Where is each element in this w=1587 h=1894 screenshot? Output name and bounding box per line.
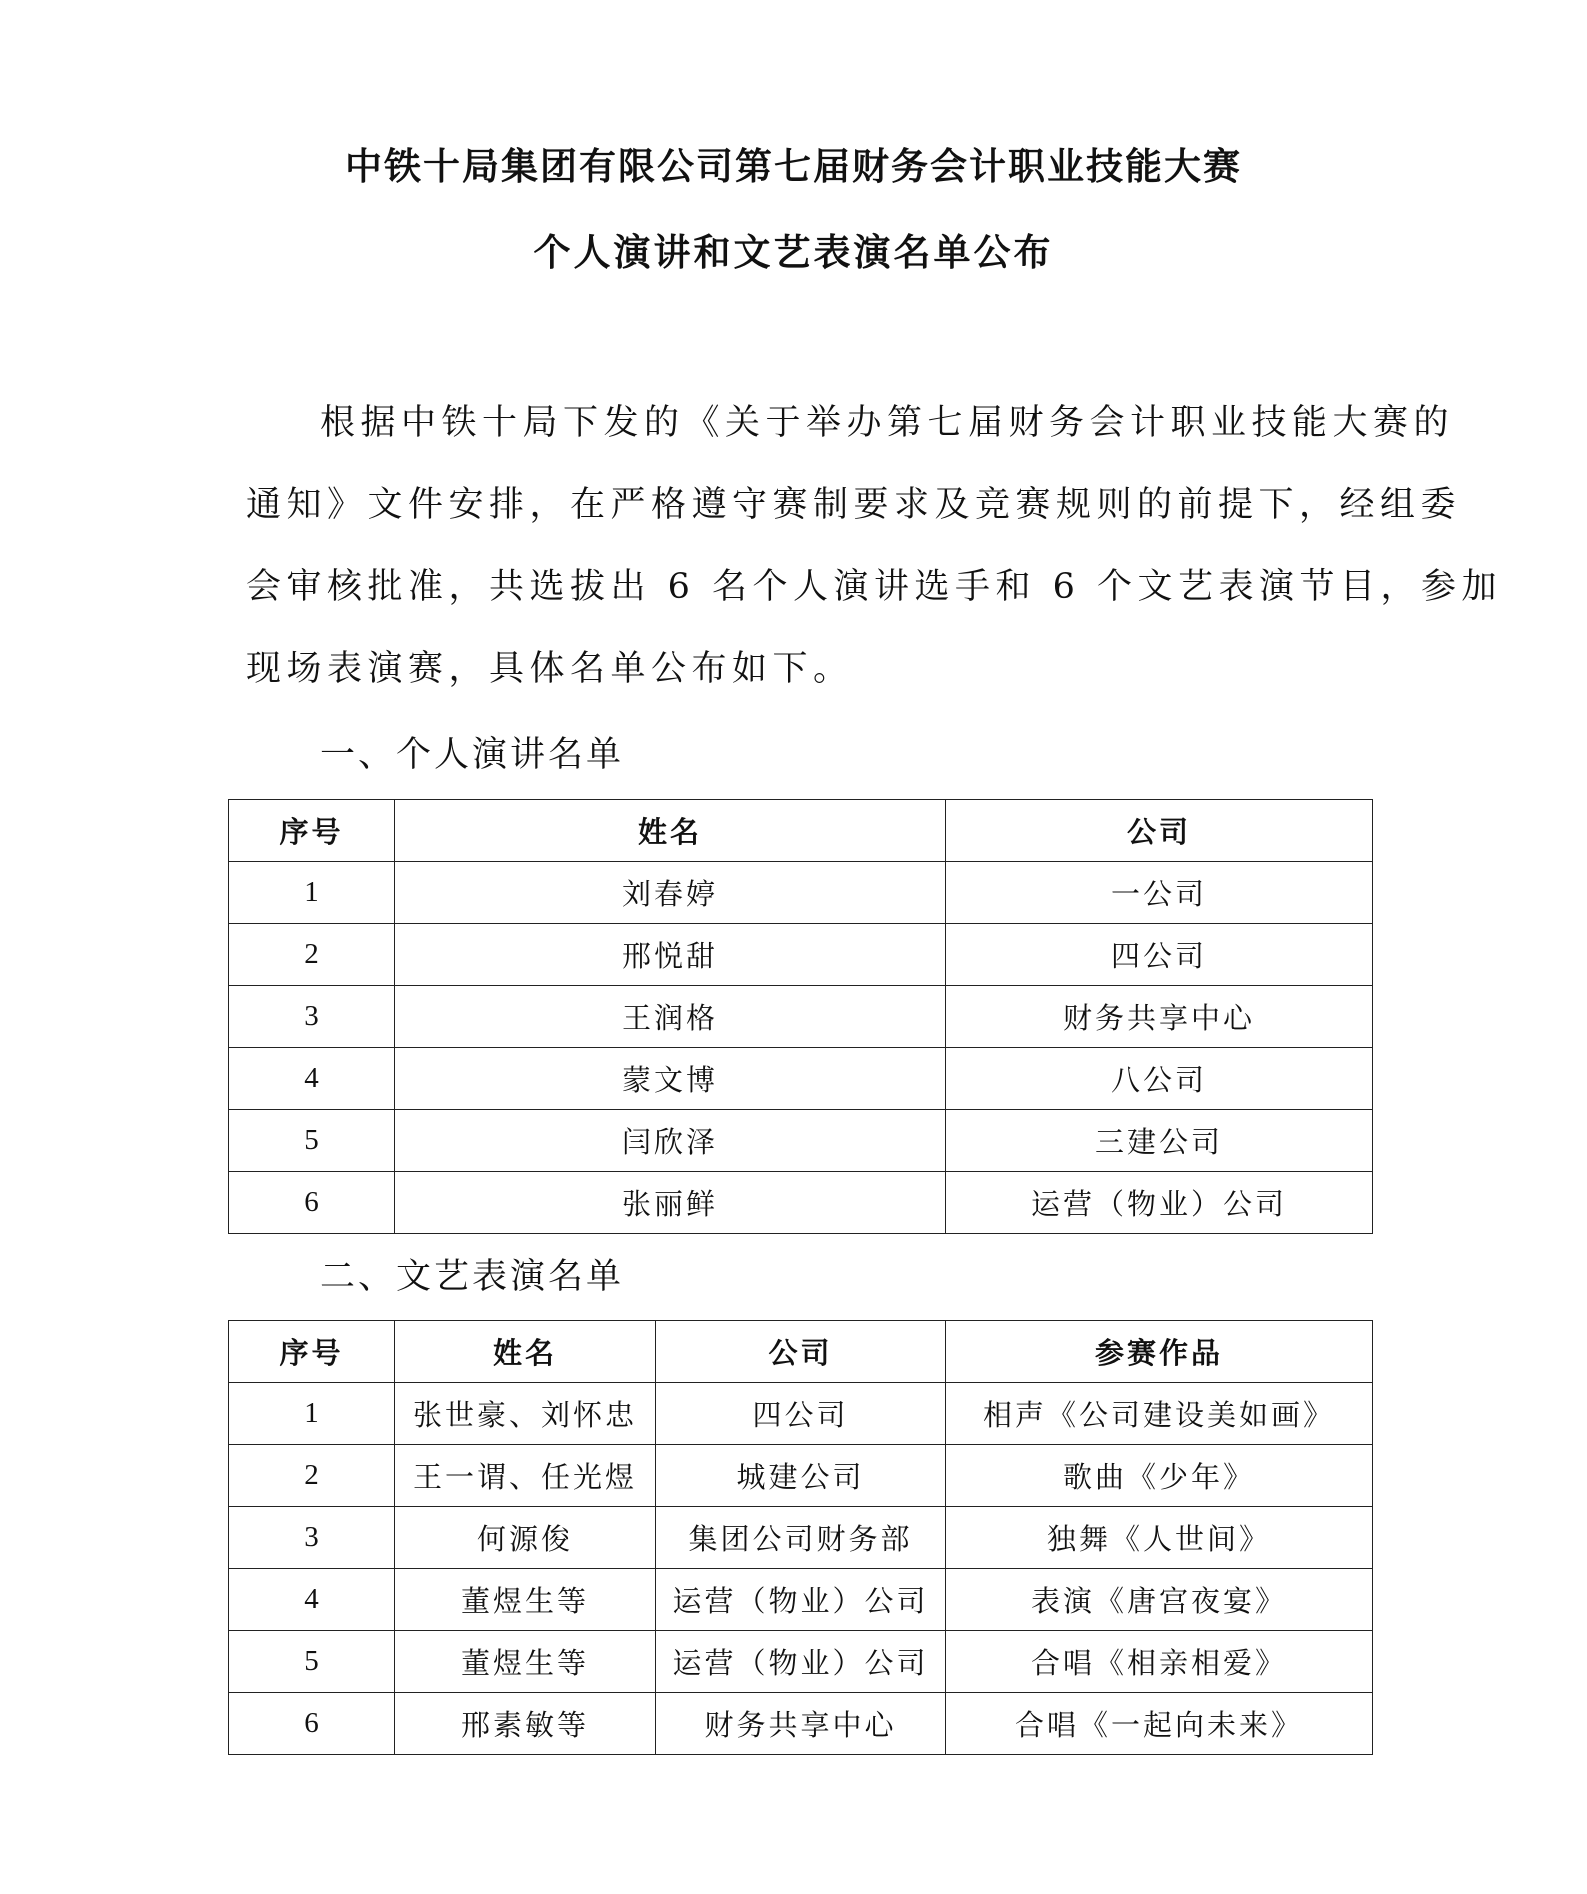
column-header: 公司 bbox=[946, 800, 1373, 862]
cell-number: 4 bbox=[229, 1048, 395, 1110]
column-header: 姓名 bbox=[395, 800, 946, 862]
cell-number: 1 bbox=[229, 1383, 395, 1445]
table-header-row bbox=[229, 1321, 1373, 1383]
speech-table bbox=[228, 799, 1373, 1234]
table-row bbox=[229, 1569, 1373, 1631]
cell-name: 张丽鲜 bbox=[395, 1172, 946, 1234]
cell-name: 董煜生等 bbox=[395, 1631, 656, 1693]
cell-work: 表演《唐宫夜宴》 bbox=[946, 1569, 1373, 1631]
column-header: 序号 bbox=[229, 1321, 395, 1383]
document-subtitle: 个人演讲和文艺表演名单公布 bbox=[533, 231, 1054, 274]
performance-section-heading: 二、文艺表演名单 bbox=[320, 1257, 625, 1297]
column-header: 姓名 bbox=[395, 1321, 656, 1383]
table-row bbox=[229, 1110, 1373, 1172]
cell-name: 刘春婷 bbox=[395, 862, 946, 924]
intro-paragraph-line: 现场表演赛，具体名单公布如下。 bbox=[246, 649, 854, 689]
cell-name: 董煜生等 bbox=[395, 1569, 656, 1631]
cell-number: 5 bbox=[229, 1631, 395, 1693]
table-row bbox=[229, 1631, 1373, 1693]
cell-number: 6 bbox=[229, 1693, 395, 1755]
cell-number: 5 bbox=[229, 1110, 395, 1172]
document-title: 中铁十局集团有限公司第七届财务会计职业技能大赛 bbox=[345, 145, 1242, 188]
cell-name: 何源俊 bbox=[395, 1507, 656, 1569]
cell-name: 邢素敏等 bbox=[395, 1693, 656, 1755]
cell-company: 三建公司 bbox=[946, 1110, 1373, 1172]
table-row bbox=[229, 1693, 1373, 1755]
cell-name: 王润格 bbox=[395, 986, 946, 1048]
intro-paragraph-line: 会审核批准，共选拔出 6 名个人演讲选手和 6 个文艺表演节目，参加 bbox=[246, 567, 1503, 607]
cell-company: 八公司 bbox=[946, 1048, 1373, 1110]
cell-work: 合唱《一起向未来》 bbox=[946, 1693, 1373, 1755]
cell-number: 2 bbox=[229, 924, 395, 986]
cell-work: 独舞《人世间》 bbox=[946, 1507, 1373, 1569]
cell-name: 邢悦甜 bbox=[395, 924, 946, 986]
column-header: 公司 bbox=[656, 1321, 946, 1383]
cell-company: 财务共享中心 bbox=[946, 986, 1373, 1048]
column-header: 参赛作品 bbox=[946, 1321, 1373, 1383]
table-row bbox=[229, 862, 1373, 924]
cell-company: 运营（物业）公司 bbox=[656, 1569, 946, 1631]
cell-company: 运营（物业）公司 bbox=[946, 1172, 1373, 1234]
cell-company: 四公司 bbox=[946, 924, 1373, 986]
cell-number: 4 bbox=[229, 1569, 395, 1631]
cell-company: 城建公司 bbox=[656, 1445, 946, 1507]
cell-number: 1 bbox=[229, 862, 395, 924]
table-row bbox=[229, 986, 1373, 1048]
intro-paragraph-line: 根据中铁十局下发的《关于举办第七届财务会计职业技能大赛的 bbox=[320, 403, 1455, 443]
cell-number: 2 bbox=[229, 1445, 395, 1507]
cell-company: 运营（物业）公司 bbox=[656, 1631, 946, 1693]
cell-number: 3 bbox=[229, 986, 395, 1048]
cell-name: 闫欣泽 bbox=[395, 1110, 946, 1172]
table-row bbox=[229, 1507, 1373, 1569]
cell-number: 6 bbox=[229, 1172, 395, 1234]
cell-name: 王一谓、任光煜 bbox=[395, 1445, 656, 1507]
intro-paragraph-line: 通知》文件安排，在严格遵守赛制要求及竞赛规则的前提下，经组委 bbox=[246, 485, 1462, 525]
table-header-row bbox=[229, 800, 1373, 862]
speech-section-heading: 一、个人演讲名单 bbox=[320, 735, 625, 775]
table-row bbox=[229, 1445, 1373, 1507]
cell-work: 歌曲《少年》 bbox=[946, 1445, 1373, 1507]
cell-name: 蒙文博 bbox=[395, 1048, 946, 1110]
table-row bbox=[229, 1048, 1373, 1110]
performance-table bbox=[228, 1320, 1373, 1755]
table-row bbox=[229, 1172, 1373, 1234]
cell-work: 相声《公司建设美如画》 bbox=[946, 1383, 1373, 1445]
cell-company: 集团公司财务部 bbox=[656, 1507, 946, 1569]
cell-name: 张世豪、刘怀忠 bbox=[395, 1383, 656, 1445]
table-row bbox=[229, 924, 1373, 986]
table-row bbox=[229, 1383, 1373, 1445]
cell-number: 3 bbox=[229, 1507, 395, 1569]
cell-company: 一公司 bbox=[946, 862, 1373, 924]
cell-company: 四公司 bbox=[656, 1383, 946, 1445]
cell-work: 合唱《相亲相爱》 bbox=[946, 1631, 1373, 1693]
cell-company: 财务共享中心 bbox=[656, 1693, 946, 1755]
column-header: 序号 bbox=[229, 800, 395, 862]
